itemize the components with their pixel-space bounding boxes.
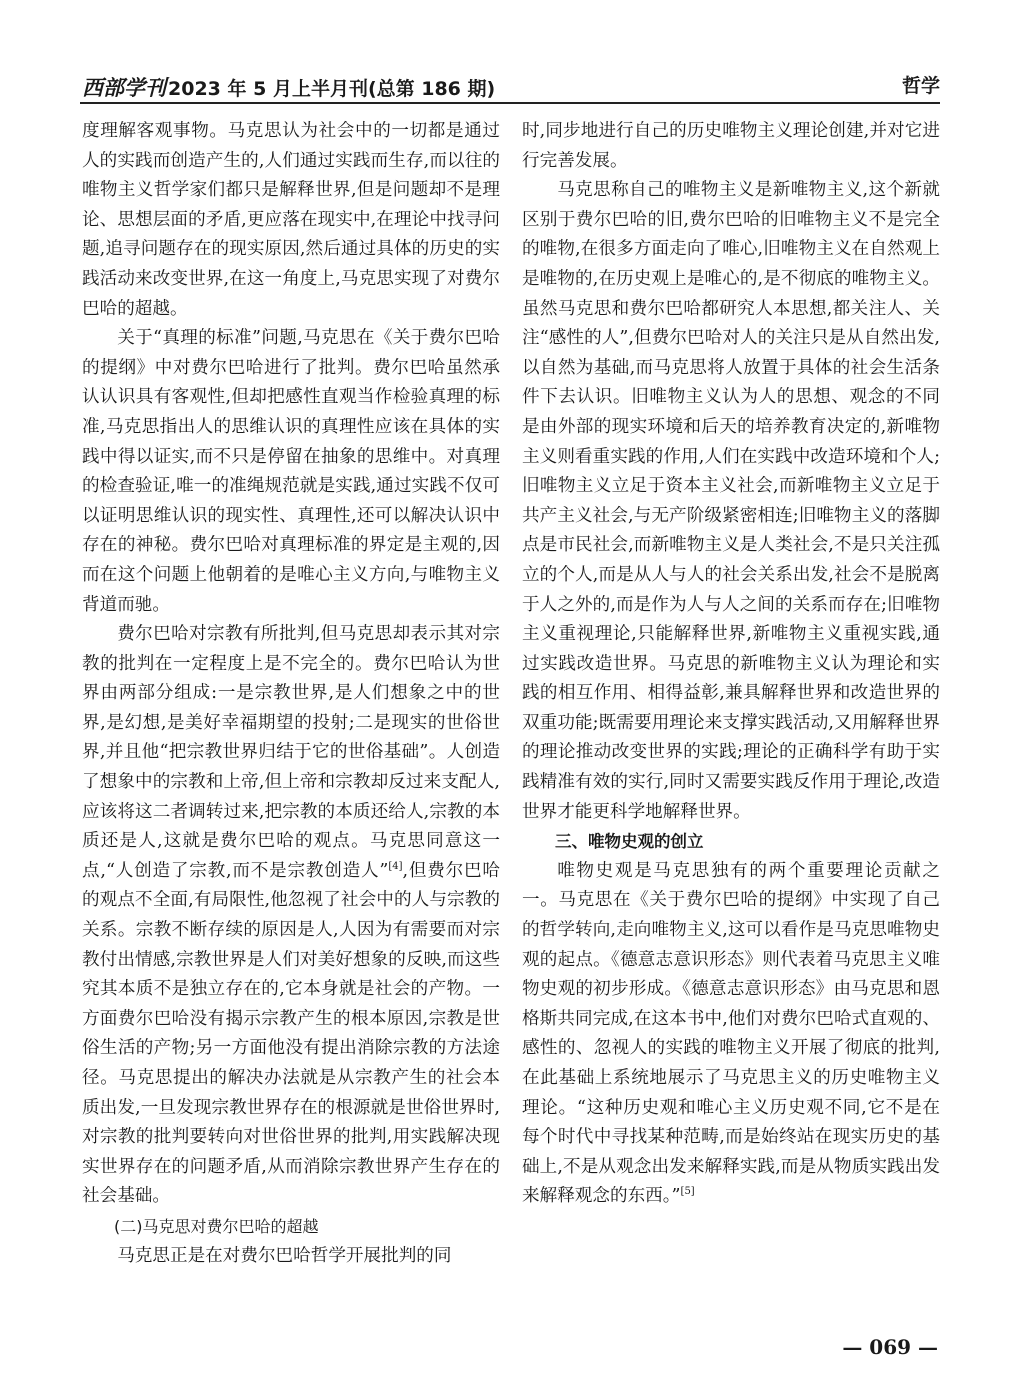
paragraph (82, 620, 500, 1212)
page-number: — 069 — (842, 1335, 938, 1359)
citation-ref: [5] (680, 1186, 695, 1198)
journal-issue-line (82, 72, 495, 102)
left-column (82, 117, 500, 1271)
paragraph-text: 唯物史观是马克思独有的两个重要理论贡献之一。马克思在《关于费尔巴哈的提纲》中实现了自己的哲学转向,走向唯物主义,这可以看作是马克思唯物史观的起点。《德意志意识形态》则代表着马克思主义唯物史观的初步形成。《德意志意识形态》由马克思和恩格斯共同完成,在这本书中,他们对费尔巴哈式直观的、感性的、忽视人的实践的唯物主义开展了彻底的批判,在此基础上系统地展示了马克思主义的历史唯物主义理论。“这种历史观和唯心主义历史观不同,它不是在每个时代中寻找某种范畴,而是始终站在现实历史的基础上,不是从观念出发来解释实践,而是从物质实践出发来解释观念的东西。” (522, 860, 940, 1207)
section-name: 哲学 (901, 75, 940, 97)
citation-ref: [4] (388, 860, 403, 872)
paragraph (522, 857, 940, 1212)
paragraph: 时,同步地进行自己的历史唯物主义理论创建,并对它进行完善发展。 (522, 121, 940, 171)
journal-logo: 西部学刊 (82, 75, 166, 100)
paragraph-text: ,但费尔巴哈的观点不全面,有局限性,他忽视了社会中的人与宗教的关系。宗教不断存续的原因是人,人因为有需要而对宗教付出情感,宗教世界是人们对美好想象的反映,而这些究其本质不是独立存在的,它本身就是社会的产物。一方面费尔巴哈没有揭示宗教产生的根本原因,宗教是世俗生活的产物;另一方面他没有提出消除宗教的方法途径。马克思提出的解决办法就是从宗教产生的社会本质出发,一旦发现宗教世界存在的根源就是世俗世界时,对宗教的批判要转向对世俗世界的批判,用实践解决现实世界存在的问题矛盾,从而消除宗教世界产生存在的社会基础。 (82, 860, 500, 1207)
header-divider (80, 102, 940, 104)
paragraph: 马克思正是在对费尔巴哈哲学开展批判的同 (117, 1245, 452, 1266)
right-column (522, 117, 940, 1212)
paragraph-text: 费尔巴哈对宗教有所批判,但马克思却表示其对宗教的批判在一定程度上是不完全的。费尔巴哈认为世界由两部分组成:一是宗教世界,是人们想象之中的世界,是幻想,是美好幸福期望的投射;二是现实的世俗世界,并且他“把宗教世界归结于它的世俗基础”。人创造了想象中的宗教和上帝,但上帝和宗教却反过来支配人,应该将这二者调转过来,把宗教的本质还给人,宗教的本质还是人,这就是费尔巴哈的观点。马克思同意这一点,“人创造了宗教,而不是宗教创造人” (82, 624, 500, 881)
issue-info: 2023 年 5 月上半月刊(总第 186 期) (168, 78, 496, 100)
paragraph: 马克思称自己的唯物主义是新唯物主义,这个新就区别于费尔巴哈的旧,费尔巴哈的旧唯物主义不是完全的唯物,在很多方面走向了唯心,旧唯物主义在自然观上是唯物的,在历史观上是唯心的,是不彻底的唯物主义。虽然马克思和费尔巴哈都研究人本思想,都关注人、关注“感性的人”,但费尔巴哈对人的关注只是从自然出发,以自然为基础,而马克思将人放置于具体的社会生活条件下去认识。旧唯物主义认为人的思想、观念的不同是由外部的现实环境和后天的培养教育决定的,新唯物主义则看重实践的作用,人们在实践中改造环境和个人;旧唯物主义立足于资本主义社会,而新唯物主义立足于共产主义社会,与无产阶级紧密相连;旧唯物主义的落脚点是市民社会,而新唯物主义是人类社会,不是只关注孤立的个人,而是从人与人的社会关系出发,社会不是脱离于人之外的,而是作为人与人之间的关系而存在;旧唯物主义重视理论,只能解释世界,新唯物主义重视实践,通过实践改造世界。马克思的新唯物主义认为理论和实践的相互作用、相得益彰,兼具解释世界和改造世界的双重功能;既需要用理论来支撑实践活动,又用解释世界的理论推动改变世界的实践;理论的正确科学有助于实践精准有效的实行,同时又需要实践反作用于理论,改造世界才能更科学地解释世界。 (522, 180, 940, 822)
paragraph: 关于“真理的标准”问题,马克思在《关于费尔巴哈的提纲》中对费尔巴哈进行了批判。费尔巴哈虽然承认认识具有客观性,但却把感性直观当作检验真理的标准,马克思指出人的思维认识的真理性应该在具体的实践中得以证实,而不只是停留在抽象的思维中。对真理的检查验证,唯一的准绳规范就是实践,通过实践不仅可以证明思维认识的现实性、真理性,还可以解决认识中存在的神秘。费尔巴哈对真理标准的界定是主观的,因而在这个问题上他朝着的是唯心主义方向,与唯物主义背道而驰。 (82, 328, 500, 615)
section-heading: 三、唯物史观的创立 (555, 832, 704, 852)
paragraph: 度理解客观事物。马克思认为社会中的一切都是通过人的实践而创造产生的,人们通过实践而生存,而以往的唯物主义哲学家们都只是解释世界,但是问题却不是理论、思想层面的矛盾,更应落在现实中,在理论中找寻问题,追寻问题存在的现实原因,然后通过具体的历史的实践活动来改变世界,在这一角度上,马克思实现了对费尔巴哈的超越。 (82, 121, 500, 319)
running-header (82, 68, 940, 100)
subsection-heading: (二)马克思对费尔巴哈的超越 (114, 1216, 319, 1236)
